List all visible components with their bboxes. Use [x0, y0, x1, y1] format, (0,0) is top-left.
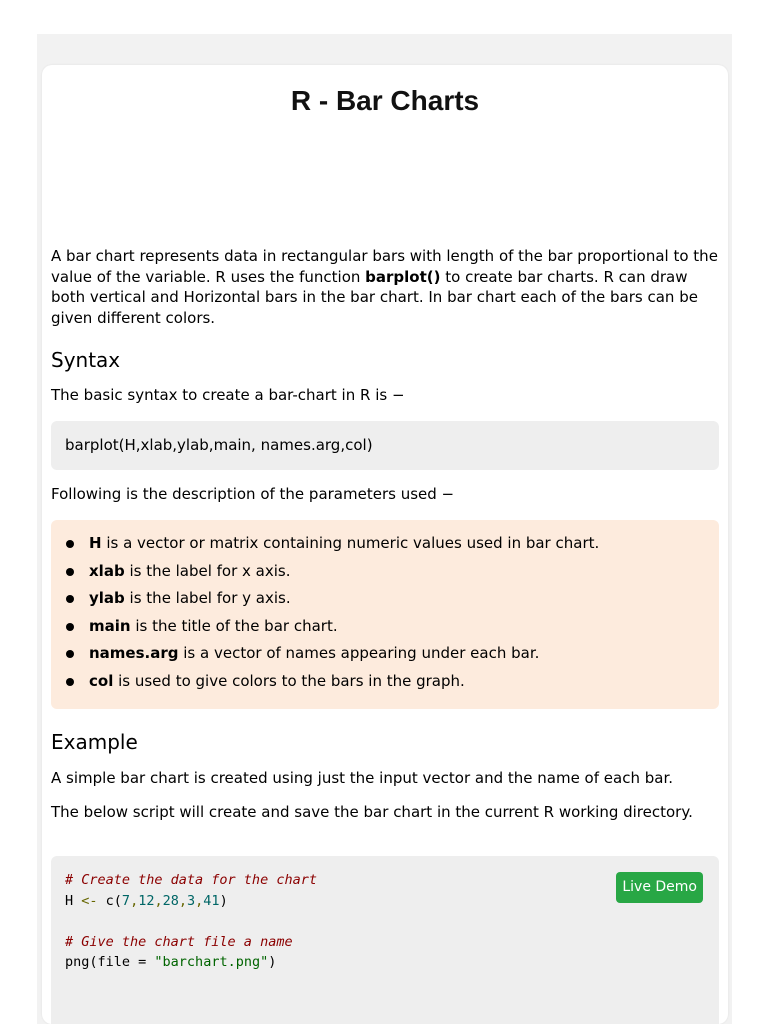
code-number: 7: [121, 892, 131, 909]
code-line-blank: [65, 911, 705, 932]
article-card: [42, 65, 728, 1024]
params-description: Following is the description of the parameters used −: [51, 485, 455, 503]
list-item: [51, 671, 719, 699]
code-argument: file =: [97, 954, 155, 970]
code-variable: H: [65, 892, 82, 909]
syntax-description: The basic syntax to create a bar-chart in R is −: [51, 386, 405, 404]
code-string: "barchart.png": [154, 954, 269, 970]
code-operator: <-: [81, 892, 98, 909]
live-demo-button[interactable]: Live Demo: [616, 872, 703, 903]
code-comma: ,: [154, 892, 163, 909]
code-number: 41: [203, 892, 220, 909]
bullet-icon: [66, 568, 74, 576]
param-text: is a vector or matrix containing numeric values used in bar chart.: [101, 534, 600, 552]
syntax-heading: Syntax: [51, 348, 121, 372]
param-text: is the label for x axis.: [124, 561, 291, 580]
param-name: ylab: [89, 589, 125, 608]
page-title: R - Bar Charts: [290, 85, 480, 116]
code-line: [65, 952, 705, 973]
code-number: 12: [138, 892, 155, 909]
list-item: [51, 561, 719, 589]
example-paragraph-2: The below script will create and save the bar chart in the current R working directory.: [51, 803, 693, 821]
code-function: c(: [97, 892, 122, 909]
intro-text-before: A bar chart represents data in rectangular bars with length of the bar proportional to the value of the variable. R uses the function: [51, 247, 718, 286]
code-line: [65, 932, 705, 953]
param-text: is used to give colors to the bars in the graph.: [113, 671, 465, 690]
example-paragraph-1: A simple bar chart is created using just the input vector and the name of each bar.: [51, 769, 674, 787]
code-line: [65, 891, 705, 912]
bullet-icon: [66, 595, 74, 603]
param-text: is the label for y axis.: [124, 589, 291, 608]
bullet-icon: [66, 540, 74, 548]
bullet-icon: [66, 678, 74, 686]
example-heading: Example: [51, 730, 138, 754]
param-name: names.arg: [89, 644, 179, 663]
code-line: [65, 870, 705, 891]
param-name: xlab: [89, 561, 125, 580]
code-comment: # Give the chart file a name: [65, 933, 293, 950]
code-paren: ): [219, 892, 228, 909]
bullet-icon: [66, 623, 74, 631]
code-function: png(: [65, 954, 98, 970]
list-item: [51, 616, 719, 644]
param-text: is a vector of names appearing under each bar.: [178, 644, 540, 663]
code-comma: ,: [130, 892, 139, 909]
bullet-icon: [66, 650, 74, 658]
intro-text-after: to create bar charts. R can draw both vertical and Horizontal bars in the bar chart. In bar chart each of the bars can be given different colors.: [51, 267, 698, 327]
list-item: [51, 643, 719, 671]
intro-paragraph: [51, 246, 719, 328]
code-paren: ): [268, 954, 277, 970]
code-comma: ,: [178, 892, 188, 909]
param-name: col: [89, 671, 114, 690]
syntax-code: barplot(H,xlab,ylab,main, names.arg,col): [65, 436, 373, 454]
parameters-list-box: [51, 520, 719, 709]
intro-function-name: barplot(): [365, 267, 441, 286]
parameters-list: [51, 533, 719, 699]
example-code-block: [51, 856, 719, 1024]
list-item: [51, 588, 719, 616]
param-text: is the title of the bar chart.: [130, 616, 338, 635]
syntax-code-block: [51, 421, 719, 470]
list-item: [51, 533, 719, 561]
code-comment: # Create the data for the chart: [65, 872, 317, 888]
param-name: main: [89, 616, 131, 635]
code-comma: ,: [195, 892, 204, 909]
param-name: H: [89, 534, 102, 552]
code-number: 28: [162, 892, 179, 909]
code-number: 3: [187, 892, 196, 909]
